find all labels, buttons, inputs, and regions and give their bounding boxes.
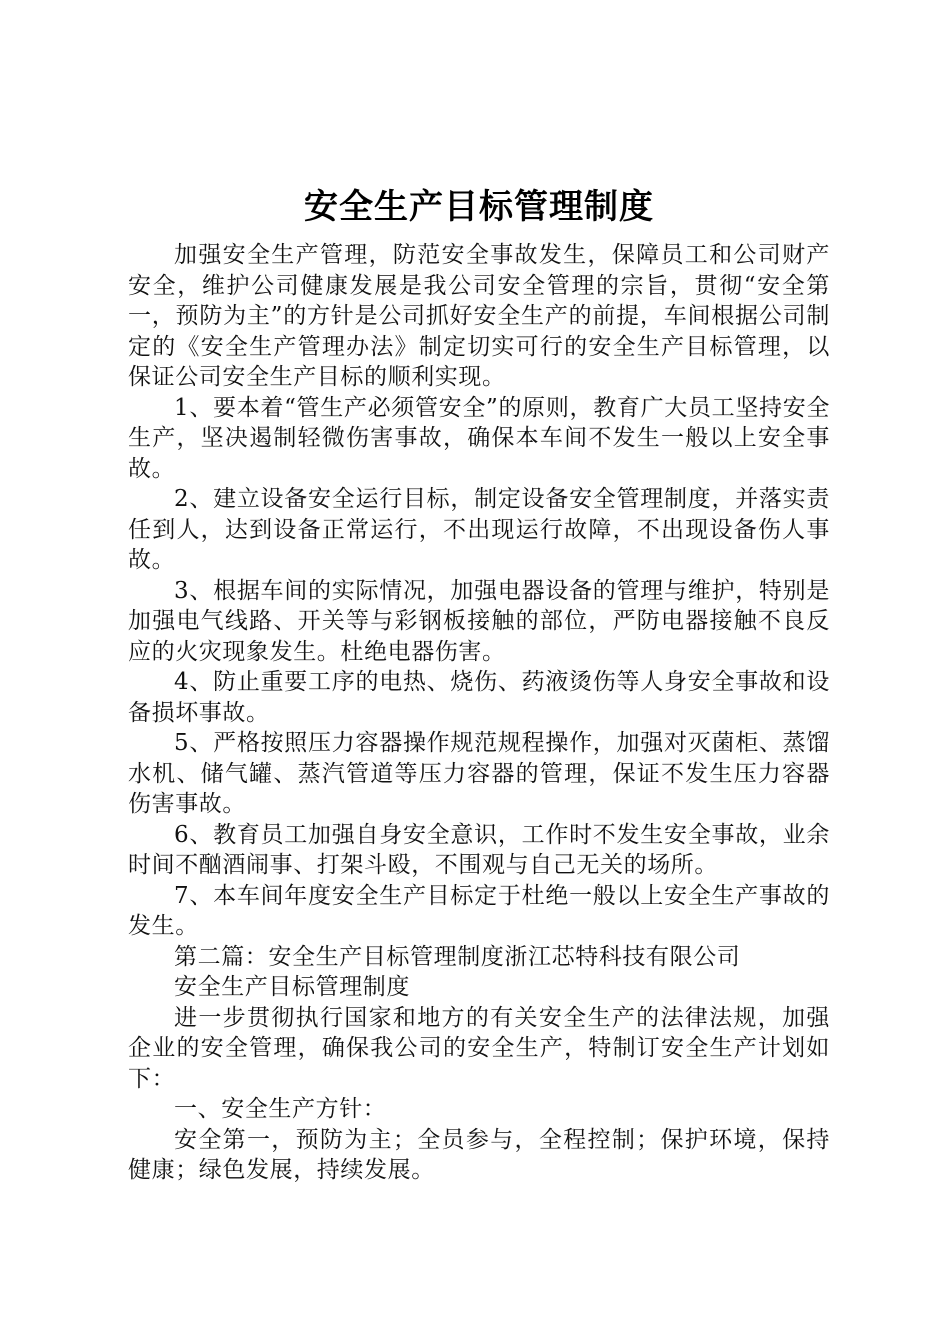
rule-item-4: 4、防止重要工序的电热、烧伤、药液烫伤等人身安全事故和设备损坏事故。: [128, 669, 830, 726]
second-chapter-heading: 第二篇：安全生产目标管理制度浙江芯特科技有限公司: [174, 943, 741, 970]
second-chapter-subtitle: 安全生产目标管理制度: [174, 974, 410, 1000]
rule-item-7: 7、本车间年度安全生产目标定于杜绝一般以上安全生产事故的发生。: [128, 882, 830, 939]
rule-item-6: 6、教育员工加强自身安全意识，工作时不发生安全事故，业余时间不酗酒闹事、打架斗殴，不围观与自己无关的场所。: [128, 821, 830, 878]
document-page: [128, 182, 830, 1186]
second-chapter-intro: 进一步贯彻执行国家和地方的有关安全生产的法律法规，加强企业的安全管理，确保我公司的安全生产，特制订安全生产计划如下：: [128, 1004, 830, 1092]
rule-item-3: 3、根据车间的实际情况，加强电器设备的管理与维护，特别是加强电气线路、开关等与彩钢板接触的部位，严防电器接触不良反应的火灾现象发生。杜绝电器伤害。: [128, 577, 830, 665]
rule-item-1: 1、要本着“管生产必须管安全”的原则，教育广大员工坚持安全生产，坚决遏制轻微伤害事故，确保本车间不发生一般以上安全事故。: [128, 394, 830, 482]
rule-item-5: 5、严格按照压力容器操作规范规程操作，加强对灭菌柜、蒸馏水机、储气罐、蒸汽管道等压力容器的管理，保证不发生压力容器伤害事故。: [128, 730, 830, 817]
policy-section-text: 安全第一，预防为主；全员参与，全程控制；保护环境，保持健康；绿色发展，持续发展。: [128, 1126, 830, 1183]
document-title: 安全生产目标管理制度: [304, 187, 654, 227]
intro-paragraph: 加强安全生产管理，防范安全事故发生，保障员工和公司财产安全，维护公司健康发展是我公司安全管理的宗旨，贯彻“安全第一，预防为主”的方针是公司抓好安全生产的前提，车间根据公司制定的《安全生产管理办法》制定切实可行的安全生产目标管理，以保证公司安全生产目标的顺利实现。: [128, 242, 830, 390]
rule-item-2: 2、建立设备安全运行目标，制定设备安全管理制度，并落实责任到人，达到设备正常运行，不出现运行故障，不出现设备伤人事故。: [128, 486, 830, 573]
policy-section-heading: 一、安全生产方针：: [174, 1096, 387, 1122]
